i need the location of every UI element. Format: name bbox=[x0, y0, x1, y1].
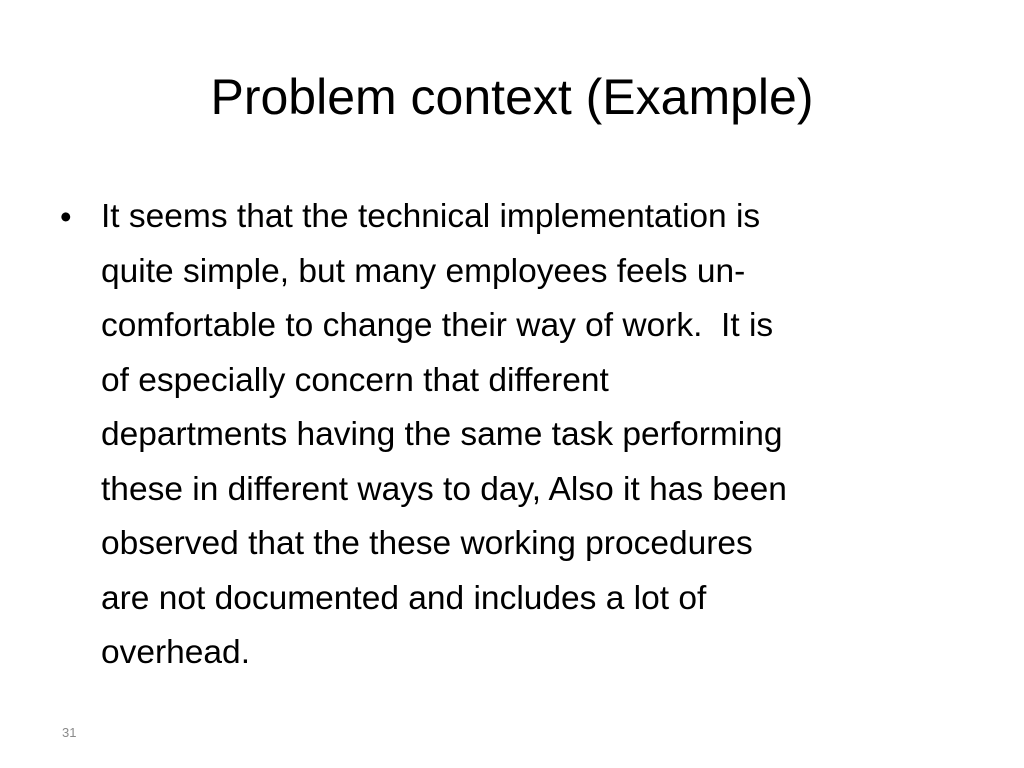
bullet-line: It seems that the technical implementation is bbox=[101, 198, 761, 235]
bullet-marker: • bbox=[60, 198, 72, 235]
bullet-text bbox=[101, 190, 970, 681]
bullet-line: departments having the same task performing bbox=[101, 416, 783, 453]
bullet-line: are not documented and includes a lot of bbox=[101, 579, 707, 617]
bullet-line: comfortable to change their way of work. It is bbox=[101, 307, 774, 344]
bullet-item bbox=[60, 190, 970, 681]
bullet-line: observed that the these working procedures bbox=[101, 525, 753, 562]
bullet-line: these in different ways to day, Also it has been bbox=[101, 470, 787, 508]
slide-number: 31 bbox=[62, 725, 77, 740]
slide-title: Problem context (Example) bbox=[210, 69, 814, 125]
bullet-list bbox=[60, 190, 970, 681]
bullet-line: of especially concern that different bbox=[101, 361, 609, 399]
bullet-line: overhead. bbox=[101, 634, 250, 671]
bullet-line: quite simple, but many employees feels un- bbox=[101, 252, 746, 290]
